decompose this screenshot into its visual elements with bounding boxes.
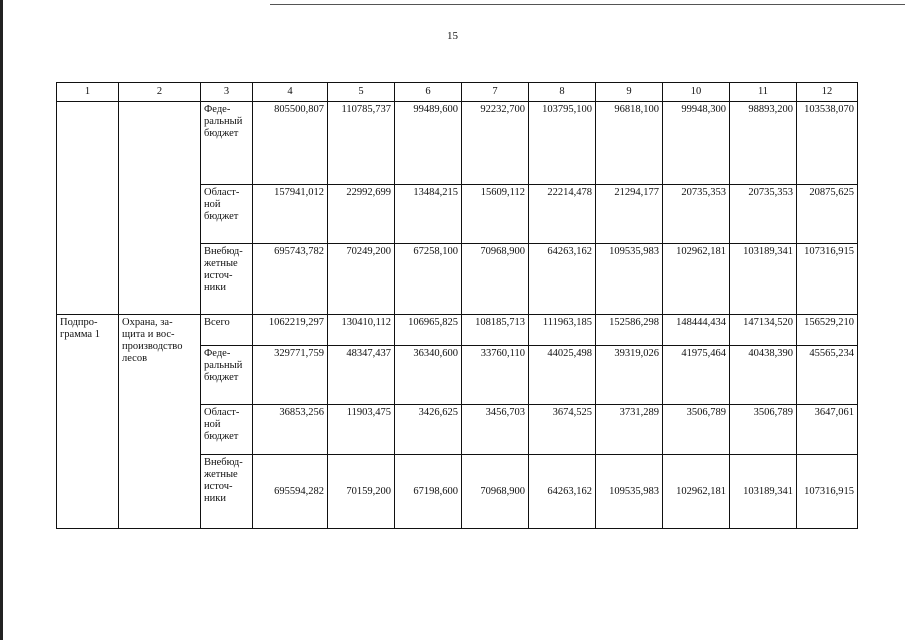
value-cell: 695594,282: [253, 455, 328, 529]
value-cell: 102962,181: [663, 455, 730, 529]
header-cell: 6: [395, 83, 462, 102]
value-cell: 67198,600: [395, 455, 462, 529]
source-cell: Феде- ральный бюджет: [201, 102, 253, 185]
value-cell: 3647,061: [797, 405, 858, 455]
value-cell: 45565,234: [797, 346, 858, 405]
scan-top-edge: [270, 4, 905, 5]
value-cell: 130410,112: [328, 315, 395, 346]
value-cell: 329771,759: [253, 346, 328, 405]
header-row: [57, 83, 858, 102]
title-cell-empty: [119, 102, 201, 315]
value-cell: 805500,807: [253, 102, 328, 185]
value-cell: 156529,210: [797, 315, 858, 346]
value-cell: 147134,520: [730, 315, 797, 346]
value-cell: 99489,600: [395, 102, 462, 185]
source-cell: Област- ной бюджет: [201, 185, 253, 244]
value-cell: 22992,699: [328, 185, 395, 244]
value-cell: 98893,200: [730, 102, 797, 185]
program-cell-empty: [57, 102, 119, 315]
value-cell: 67258,100: [395, 244, 462, 315]
table-row: [57, 315, 858, 346]
source-cell: Внебюд- жетные источ- ники: [201, 244, 253, 315]
value-cell: 111963,185: [529, 315, 596, 346]
value-cell: 39319,026: [596, 346, 663, 405]
header-cell: 1: [57, 83, 119, 102]
value-cell: 36340,600: [395, 346, 462, 405]
header-cell: 12: [797, 83, 858, 102]
program-title-cell: Охрана, за- щита и вос- производство лесов: [119, 315, 201, 529]
budget-table: [56, 82, 858, 529]
value-cell: 70968,900: [462, 244, 529, 315]
value-cell: 20735,353: [730, 185, 797, 244]
value-cell: 64263,162: [529, 455, 596, 529]
value-cell: 15609,112: [462, 185, 529, 244]
value-cell: 22214,478: [529, 185, 596, 244]
source-cell: Внебюд- жетные источ- ники: [201, 455, 253, 529]
value-cell: 36853,256: [253, 405, 328, 455]
value-cell: 40438,390: [730, 346, 797, 405]
page-number: 15: [447, 30, 458, 42]
value-cell: 96818,100: [596, 102, 663, 185]
value-cell: 3456,703: [462, 405, 529, 455]
value-cell: 103189,341: [730, 244, 797, 315]
value-cell: 102962,181: [663, 244, 730, 315]
scan-left-edge: [0, 0, 3, 640]
table-row: [57, 102, 858, 185]
source-cell: Област- ной бюджет: [201, 405, 253, 455]
value-cell: 21294,177: [596, 185, 663, 244]
value-cell: 70249,200: [328, 244, 395, 315]
value-cell: 44025,498: [529, 346, 596, 405]
value-cell: 3506,789: [663, 405, 730, 455]
value-cell: 106965,825: [395, 315, 462, 346]
value-cell: 48347,437: [328, 346, 395, 405]
value-cell: 103795,100: [529, 102, 596, 185]
value-cell: 3731,289: [596, 405, 663, 455]
value-cell: 41975,464: [663, 346, 730, 405]
value-cell: 3674,525: [529, 405, 596, 455]
value-cell: 109535,983: [596, 455, 663, 529]
header-cell: 9: [596, 83, 663, 102]
header-cell: 10: [663, 83, 730, 102]
value-cell: 107316,915: [797, 244, 858, 315]
value-cell: 92232,700: [462, 102, 529, 185]
value-cell: 3506,789: [730, 405, 797, 455]
header-cell: 5: [328, 83, 395, 102]
value-cell: 3426,625: [395, 405, 462, 455]
value-cell: 64263,162: [529, 244, 596, 315]
value-cell: 108185,713: [462, 315, 529, 346]
value-cell: 107316,915: [797, 455, 858, 529]
header-cell: 2: [119, 83, 201, 102]
value-cell: 148444,434: [663, 315, 730, 346]
header-cell: 11: [730, 83, 797, 102]
header-cell: 8: [529, 83, 596, 102]
value-cell: 70968,900: [462, 455, 529, 529]
header-cell: 3: [201, 83, 253, 102]
value-cell: 109535,983: [596, 244, 663, 315]
value-cell: 103189,341: [730, 455, 797, 529]
value-cell: 20875,625: [797, 185, 858, 244]
header-cell: 7: [462, 83, 529, 102]
value-cell: 152586,298: [596, 315, 663, 346]
value-cell: 11903,475: [328, 405, 395, 455]
value-cell: 20735,353: [663, 185, 730, 244]
program-cell: Подпро- грамма 1: [57, 315, 119, 529]
source-cell: Всего: [201, 315, 253, 346]
value-cell: 1062219,297: [253, 315, 328, 346]
value-cell: 695743,782: [253, 244, 328, 315]
value-cell: 33760,110: [462, 346, 529, 405]
header-cell: 4: [253, 83, 328, 102]
value-cell: 13484,215: [395, 185, 462, 244]
value-cell: 99948,300: [663, 102, 730, 185]
value-cell: 70159,200: [328, 455, 395, 529]
source-cell: Феде- ральный бюджет: [201, 346, 253, 405]
value-cell: 110785,737: [328, 102, 395, 185]
value-cell: 157941,012: [253, 185, 328, 244]
value-cell: 103538,070: [797, 102, 858, 185]
